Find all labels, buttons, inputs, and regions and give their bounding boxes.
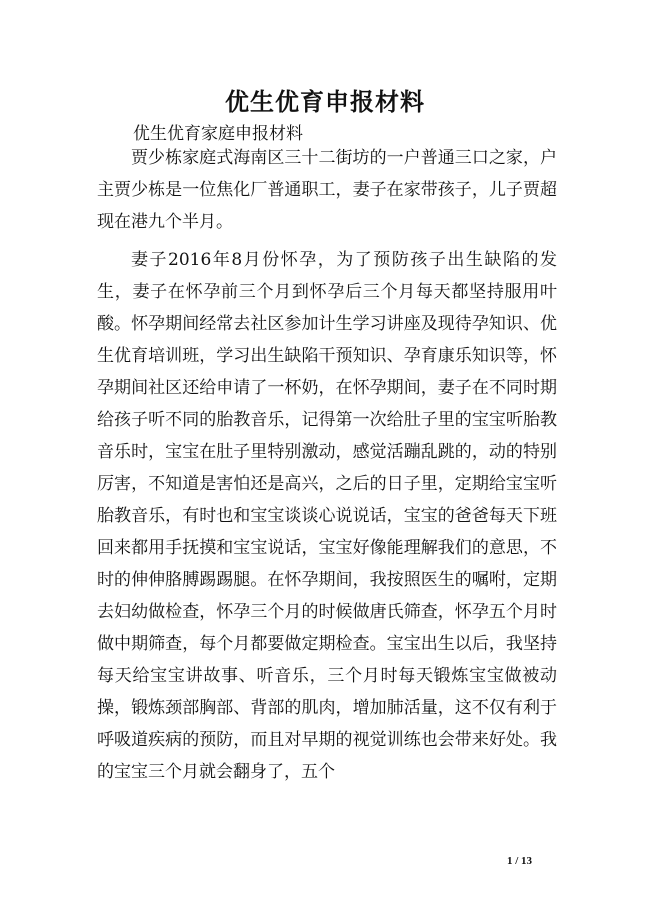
page-number: 1 / 13: [507, 855, 533, 867]
paragraph: 贾少栋家庭式海南区三十二街坊的一户普通三口之家，户主贾少栋是一位焦化厂普通职工，妻子在家带孩子，儿子贾超现在港九个半月。: [97, 148, 557, 232]
paragraph: 妻子2016年8月份怀孕，为了预防孩子出生缺陷的发生，妻子在怀孕前三个月到怀孕后三个月每天都坚持服用叶酸。怀孕期间经常去社区参加计生学习讲座及现待孕知识、优生优育培训班，学习出生缺陷干预知识、孕育康乐知识等，怀孕期间社区还给申请了一杯奶，在怀孕期间，妻子在不同时期给孩子听不同的胎教音乐，记得第一次给肚子里的宝宝听胎教音乐时，宝宝在肚子里特别激动，感觉活蹦乱跳的，动的特别厉害，不知道是害怕还是高兴，之后的日子里，定期给宝宝听胎教音乐，有时也和宝宝谈谈心说说话，宝宝的爸爸每天下班回来都用手抚摸和宝宝说话，宝宝好像能理解我们的意思，不时的伸伸胳膊踢踢腿。在怀孕期间，我按照医生的嘱咐，定期去妇幼做检查，怀孕三个月的时候做唐氏筛查，怀孕五个月时做中期筛查，每个月都要做定期检查。宝宝出生以后，我坚持每天给宝宝讲故事、听音乐，三个月时每天锻炼宝宝做被动操，锻炼颈部胸部、背部的肌肉，增加肺活量，这不仅有利于呼吸道疾病的预防，而且对早期的视觉训练也会带来好处。我的宝宝三个月就会翻身了，五个: [97, 250, 557, 782]
document-title: 优生优育申报材料: [225, 87, 425, 116]
document-subtitle: 优生优育家庭申报材料: [133, 124, 303, 144]
document-body: [97, 142, 557, 788]
